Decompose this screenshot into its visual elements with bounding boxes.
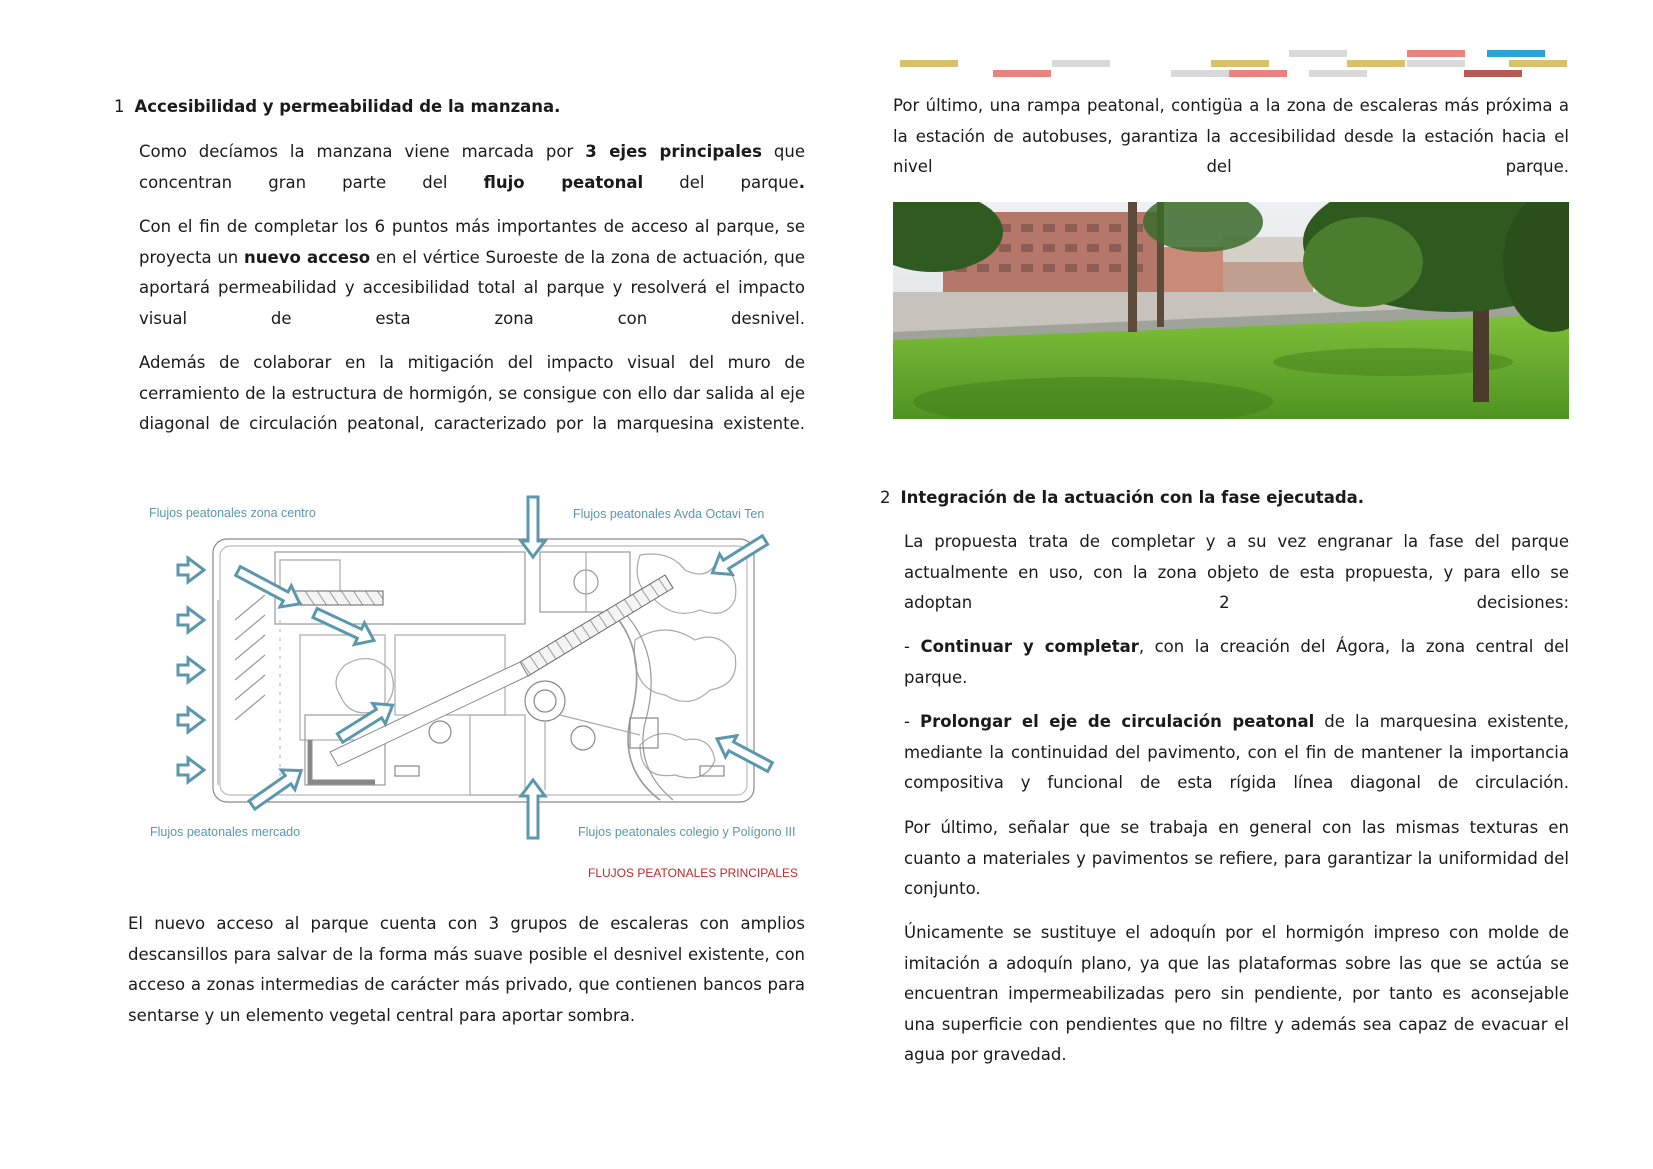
section2-heading — [880, 488, 1364, 507]
header-bar — [1487, 50, 1545, 57]
diagonal-marquee-hatched — [520, 575, 673, 676]
header-bar — [1229, 70, 1287, 77]
flow-arrow — [178, 608, 204, 632]
header-bar — [900, 60, 958, 67]
section2-paragraph-2: Por último, señalar que se trabaja en general con las mismas texturas en cuanto a materiales y pavimentos se refiere, para garantizar la uniformidad del conjunto. — [904, 818, 1569, 898]
right-intro-paragraph: Por último, una rampa peatonal, contigüa a la zona de escaleras más próxima a la estación de autobuses, garantiza la accesibilidad desde la estación hacia el nivel del parque. — [893, 96, 1569, 176]
pedestrian-flows-site-plan — [140, 490, 812, 895]
header-bar — [1171, 70, 1229, 77]
label-flows-colegio: Flujos peatonales colegio y Polígono III — [578, 825, 796, 839]
diagonal-walkway — [330, 662, 528, 766]
diagram-caption: FLUJOS PEATONALES PRINCIPALES — [588, 866, 799, 880]
header-bar — [1509, 60, 1567, 67]
section2-paragraph-1: La propuesta trata de completar y a su vez engranar la fase del parque actualmente en uso, con la zona objeto de esta propuesta, y para ello se adoptan 2 decisiones: — [904, 532, 1569, 612]
header-bar — [1309, 70, 1367, 77]
flow-arrow — [521, 497, 545, 557]
flow-arrow — [232, 560, 305, 614]
flow-arrow — [178, 658, 204, 682]
header-bar — [1211, 60, 1269, 67]
section2-number: 2 — [880, 488, 891, 507]
flow-arrow — [310, 602, 379, 651]
section2-bullet-2: - Prolongar el eje de circulación peatonal de la marquesina existente, mediante la continuidad del pavimento, con el fin de mantener la importancia compositiva y funcional de esta rígida línea diagonal de circulación. — [904, 712, 1569, 792]
header-bar — [1052, 60, 1110, 67]
park-photo — [893, 202, 1569, 419]
site-outline — [213, 539, 754, 802]
header-bar — [1407, 50, 1465, 57]
section1-title: Accesibilidad y permeabilidad de la manzana. — [134, 97, 561, 116]
header-bar — [993, 70, 1051, 77]
label-flows-avda-octavi-ten: Flujos peatonales Avda Octavi Ten — [573, 507, 765, 521]
flow-arrow — [245, 761, 308, 815]
flow-arrow — [178, 708, 204, 732]
section2-title: Integración de la actuación con la fase ejecutada. — [900, 488, 1365, 507]
flow-arrow — [711, 728, 775, 777]
header-color-bars — [0, 0, 1653, 90]
section1-paragraph-4: El nuevo acceso al parque cuenta con 3 grupos de escaleras con amplios descansillos para salvar de la forma más suave posible el desnivel existente, con acceso a zonas intermedias de carácter más privado, que contienen bancos para sentarse y un elemento vegetal central para aportar sombra. — [128, 914, 805, 1025]
flow-arrow — [178, 758, 204, 782]
flow-arrows — [178, 497, 776, 838]
section1-heading — [114, 97, 560, 116]
section1-paragraph-1: Como decíamos la manzana viene marcada por 3 ejes principales que concentran gran parte del flujo peatonal del parque. — [139, 142, 806, 192]
header-bar — [1347, 60, 1405, 67]
flow-arrow — [178, 558, 204, 582]
header-bar — [1407, 60, 1465, 67]
section1-number: 1 — [114, 97, 125, 116]
label-flows-mercado: Flujos peatonales mercado — [150, 825, 301, 839]
flow-arrow — [706, 530, 771, 583]
section1-paragraph-3: Además de colaborar en la mitigación del impacto visual del muro de cerramiento de la estructura de hormigón, se consigue con ello dar salida al eje diagonal de circulación peatonal, caracterizado por la marquesina existente. — [139, 353, 805, 433]
label-flows-center: Flujos peatonales zona centro — [149, 506, 316, 520]
top-stairs-hatched — [288, 591, 383, 605]
header-bar — [1289, 50, 1347, 57]
section2-paragraph-3: Únicamente se sustituye el adoquín por el hormigón impreso con molde de imitación a adoquín plano, ya que las plataformas sobre las que se actúa se encuentran impermeabilizadas pero sin pendiente, por tanto es aconsejable una superficie con pendientes que no filtre y además sea capaz de evacuar el agua por gravedad. — [904, 923, 1569, 1064]
header-bar — [1464, 70, 1522, 77]
section2-bullet-1: - Continuar y completar, con la creación del Ágora, la zona central del parque. — [904, 637, 1569, 687]
section1-paragraph-2: Con el fin de completar los 6 puntos más importantes de acceso al parque, se proyecta un nuevo acceso en el vértice Suroeste de la zona de actuación, que aportará permeabilidad y accesibilidad total al parque y resolverá el impacto visual de esta zona con desnivel. — [139, 217, 805, 328]
